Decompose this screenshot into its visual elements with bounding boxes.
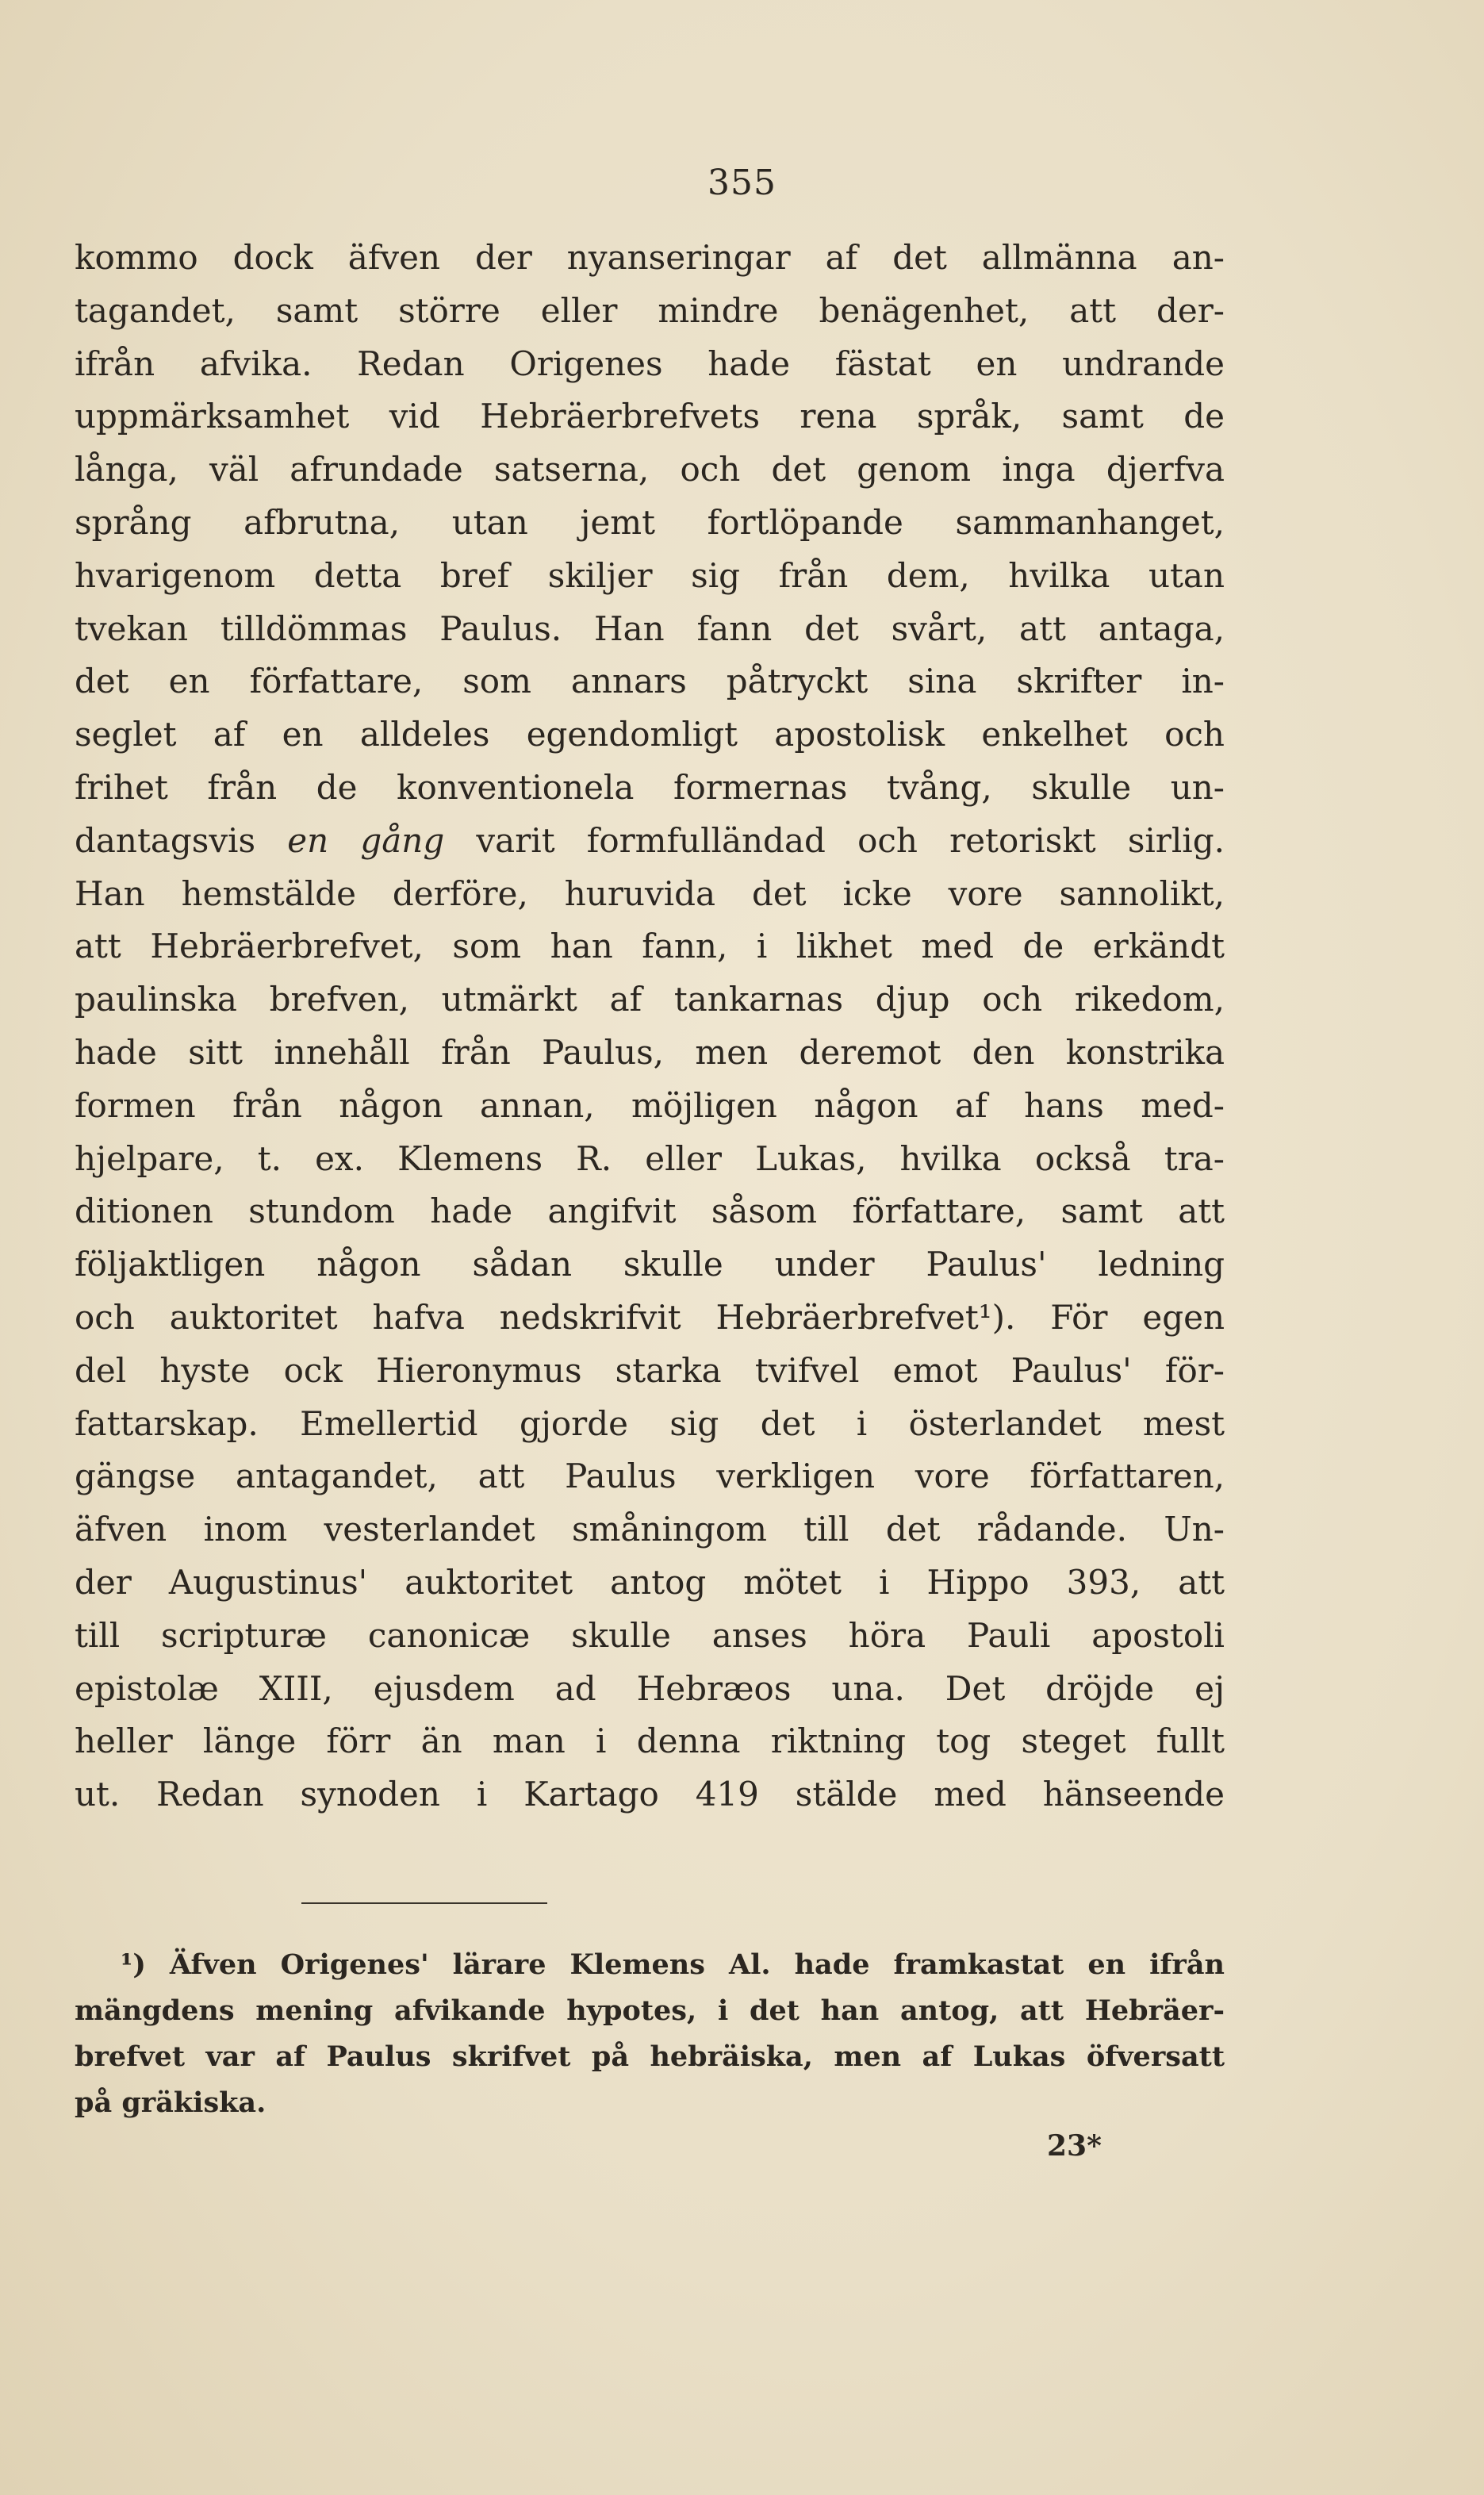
text-line: frihet från de konventionela formernas tvång, skulle un- (75, 767, 1225, 807)
text-line: ut. Redan synoden i Kartago 419 stälde med hänseende (75, 1775, 1225, 1814)
signature-mark: 23* (1047, 2129, 1102, 2163)
text-line: tvekan tilldömmas Paulus. Han fann det svårt, att antaga, (75, 608, 1225, 648)
body-text (75, 232, 1225, 1821)
text-line: epistolæ XIII, ejusdem ad Hebræos una. Det dröjde ej (75, 1668, 1225, 1708)
text-line: paulinska brefven, utmärkt af tankarnas djup och rikedom, (75, 980, 1225, 1019)
text-line-with-italic (75, 815, 1225, 868)
text-line: följaktligen någon sådan skulle under Paulus' ledning (75, 1245, 1225, 1284)
text-line: gängse antagandet, att Paulus verkligen vore författaren, (75, 1457, 1225, 1496)
footnote-line: på gräkiska. (75, 2086, 267, 2119)
text-line: seglet af en alldeles egendomligt apostolisk enkelhet och (75, 715, 1225, 754)
text-line: del hyste ock Hieronymus starka tvifvel emot Paulus' för- (75, 1350, 1225, 1390)
footnotes (75, 1942, 1225, 2126)
text-line: Han hemstälde derföre, huruvida det icke vore sannolikt, (75, 873, 1225, 913)
text-line: det en författare, som annars påtryckt sina skrifter in- (75, 662, 1225, 701)
text-line: heller länge förr än man i denna riktning tog steget fullt (75, 1722, 1225, 1761)
text-line: hade sitt innehåll från Paulus, men deremot den konstrika (75, 1032, 1225, 1072)
text-line: tagandet, samt större eller mindre benägenhet, att der- (75, 290, 1225, 330)
text-line: kommo dock äfven der nyanseringar af det allmänna an- (75, 238, 1225, 277)
text-line: till scripturæ canonicæ skulle anses höra Pauli apostoli (75, 1615, 1225, 1655)
text-segment: dantagsvis (75, 820, 256, 860)
text-line: uppmärksamhet vid Hebräerbrefvets rena språk, samt de (75, 397, 1225, 436)
footnote-line: mängdens mening afvikande hypotes, i det han antog, att Hebräer- (75, 1994, 1225, 2027)
text-line: der Augustinus' auktoritet antog mötet i Hippo 393, att (75, 1562, 1225, 1602)
text-line: fattarskap. Emellertid gjorde sig det i österlandet mest (75, 1403, 1225, 1443)
footnote-divider (301, 1902, 547, 1904)
italic-phrase: en gång (287, 820, 445, 860)
text-line: formen från någon annan, möjligen någon af hans med- (75, 1085, 1225, 1125)
text-line: ifrån afvika. Redan Origenes hade fästat en undrande (75, 344, 1225, 383)
page-number: 355 (707, 163, 777, 203)
text-line: hjelpare, t. ex. Klemens R. eller Lukas, hvilka också tra- (75, 1138, 1225, 1178)
text-segment: varit formfulländad och retoriskt sirlig. (476, 820, 1225, 860)
text-line: ditionen stundom hade angifvit såsom författare, samt att (75, 1192, 1225, 1231)
text-line: långa, väl afrundade satserna, och det genom inga djerfva (75, 450, 1225, 489)
footnote-line: brefvet var af Paulus skrifvet på hebräiska, men af Lukas öfversatt (75, 2040, 1225, 2073)
text-line: äfven inom vesterlandet småningom till det rådande. Un- (75, 1510, 1225, 1549)
text-line: att Hebräerbrefvet, som han fann, i likhet med de erkändt (75, 927, 1225, 966)
text-line: språng afbrutna, utan jemt fortlöpande sammanhanget, (75, 502, 1225, 542)
footnote-line: ¹) Äfven Origenes' lärare Klemens Al. hade framkastat en ifrån (121, 1948, 1225, 1981)
text-line: och auktoritet hafva nedskrifvit Hebräerbrefvet¹). För egen (75, 1297, 1225, 1337)
text-line: hvarigenom detta bref skiljer sig från dem, hvilka utan (75, 555, 1225, 595)
